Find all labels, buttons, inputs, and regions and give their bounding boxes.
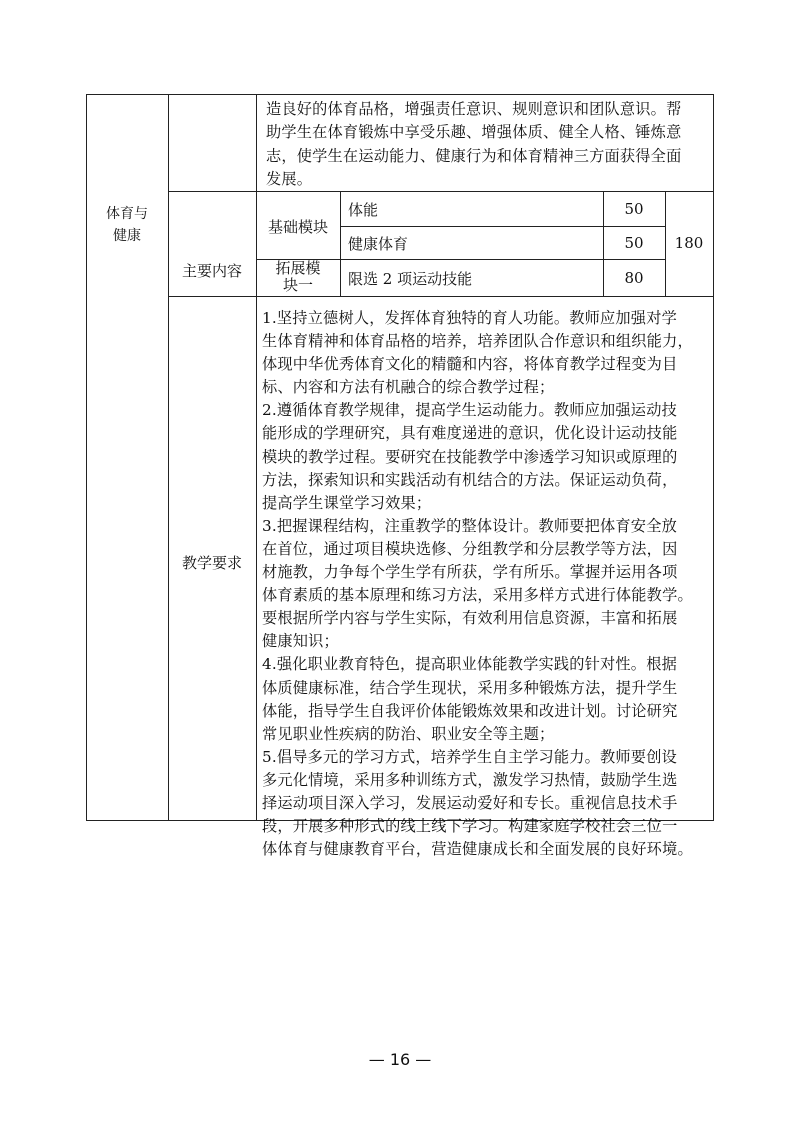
intro-line: 志，使学生在运动能力、健康行为和体育精神三方面获得全面 [266, 146, 682, 165]
subject-label [86, 203, 168, 247]
extend-module-line-1: 拓展模 [275, 259, 321, 277]
requirement-line: 健康知识； [262, 632, 339, 651]
requirement-line: 材施教，力争每个学生学有所获，学有所乐。掌握并运用各项 [262, 563, 678, 582]
requirement-line: 常见职业性疾病的防治、职业安全等主题； [262, 724, 555, 743]
requirement-line: 要根据所学内容与学生实际，有效利用信息资源，丰富和拓展 [262, 609, 678, 628]
content-total-hours: 180 [674, 234, 704, 252]
intro-line: 造良好的体育品格，增强责任意识、规则意识和团队意识。帮 [266, 100, 682, 118]
requirement-line: 4.强化职业教育特色，提高职业体能教学实践的针对性。根据 [262, 655, 677, 674]
intro-line: 发展。 [266, 169, 313, 188]
requirement-line: 模块的教学过程。要研究在技能教学中渗透学习知识或原理的 [262, 447, 678, 466]
basic-module-label: 基础模块 [267, 218, 328, 236]
content-row-name: 健康体育 [348, 235, 409, 253]
requirement-line: 1.坚持立德树人，发挥体育独特的育人功能。教师应加强对学 [262, 309, 677, 327]
requirement-line: 3.把握课程结构，注重教学的整体设计。教师要把体育安全放 [262, 516, 677, 535]
teaching-requirements-label: 教学要求 [181, 554, 242, 572]
requirement-line: 择运动项目深入学习，发展运动爱好和专长。重视信息技术手 [262, 793, 678, 812]
main-content-label: 主要内容 [181, 262, 242, 280]
intro-line: 助学生在体育锻炼中享受乐趣、增强体质、健全人格、锤炼意 [266, 123, 682, 142]
content-row-hours: 50 [624, 200, 644, 218]
requirement-line: 能形成的学理研究，具有难度递进的意识，优化设计运动技能 [262, 424, 678, 443]
requirement-line: 方法，探索知识和实践活动有机结合的方法。保证运动负荷， [262, 470, 678, 489]
subject-label-line-1: 体育与 [106, 206, 148, 222]
extend-module-label [256, 260, 340, 294]
intro-paragraph [266, 98, 681, 191]
requirement-line: 提高学生课堂学习效果； [262, 493, 432, 512]
content-row-hours: 50 [624, 234, 644, 252]
requirement-line: 在首位，通过项目模块选修、分组教学和分层教学等方法，因 [262, 539, 678, 558]
requirement-line: 体质健康标准，结合学生现状，采用多种锻炼方法，提升学生 [262, 678, 678, 697]
requirement-line: 2.遵循体育教学规律，提高学生运动能力。教师应加强运动技 [262, 401, 677, 420]
requirement-line: 体体育与健康教育平台，营造健康成长和全面发展的良好环境。 [262, 840, 693, 859]
content-row-hours: 80 [624, 269, 644, 287]
content-row-name: 限选 2 项运动技能 [348, 270, 473, 288]
requirement-line: 5.倡导多元的学习方式，培养学生自主学习能力。教师要创设 [262, 747, 677, 766]
requirement-line: 体现中华优秀体育文化的精髓和内容，将体育教学过程变为目 [262, 355, 678, 374]
requirement-line: 多元化情境，采用多种训练方式，激发学习热情，鼓励学生选 [262, 770, 678, 789]
page-number: — 16 — [368, 1050, 432, 1069]
teaching-requirements-text [262, 307, 693, 861]
requirement-line: 生体育精神和体育品格的培养，培养团队合作意识和组织能力， [262, 332, 693, 351]
requirement-line: 标、内容和方法有机融合的综合教学过程； [262, 378, 555, 397]
subject-label-line-2: 健康 [113, 228, 141, 244]
content-row-name: 体能 [348, 201, 379, 219]
requirement-line: 段，开展多种形式的线上线下学习。构建家庭学校社会三位一 [262, 817, 678, 836]
requirement-line: 体育素质的基本原理和练习方法，采用多样方式进行体能教学。 [262, 586, 693, 605]
requirement-line: 体能，指导学生自我评价体能锻炼效果和改进计划。讨论研究 [262, 701, 678, 720]
extend-module-line-2: 块一 [282, 276, 313, 294]
